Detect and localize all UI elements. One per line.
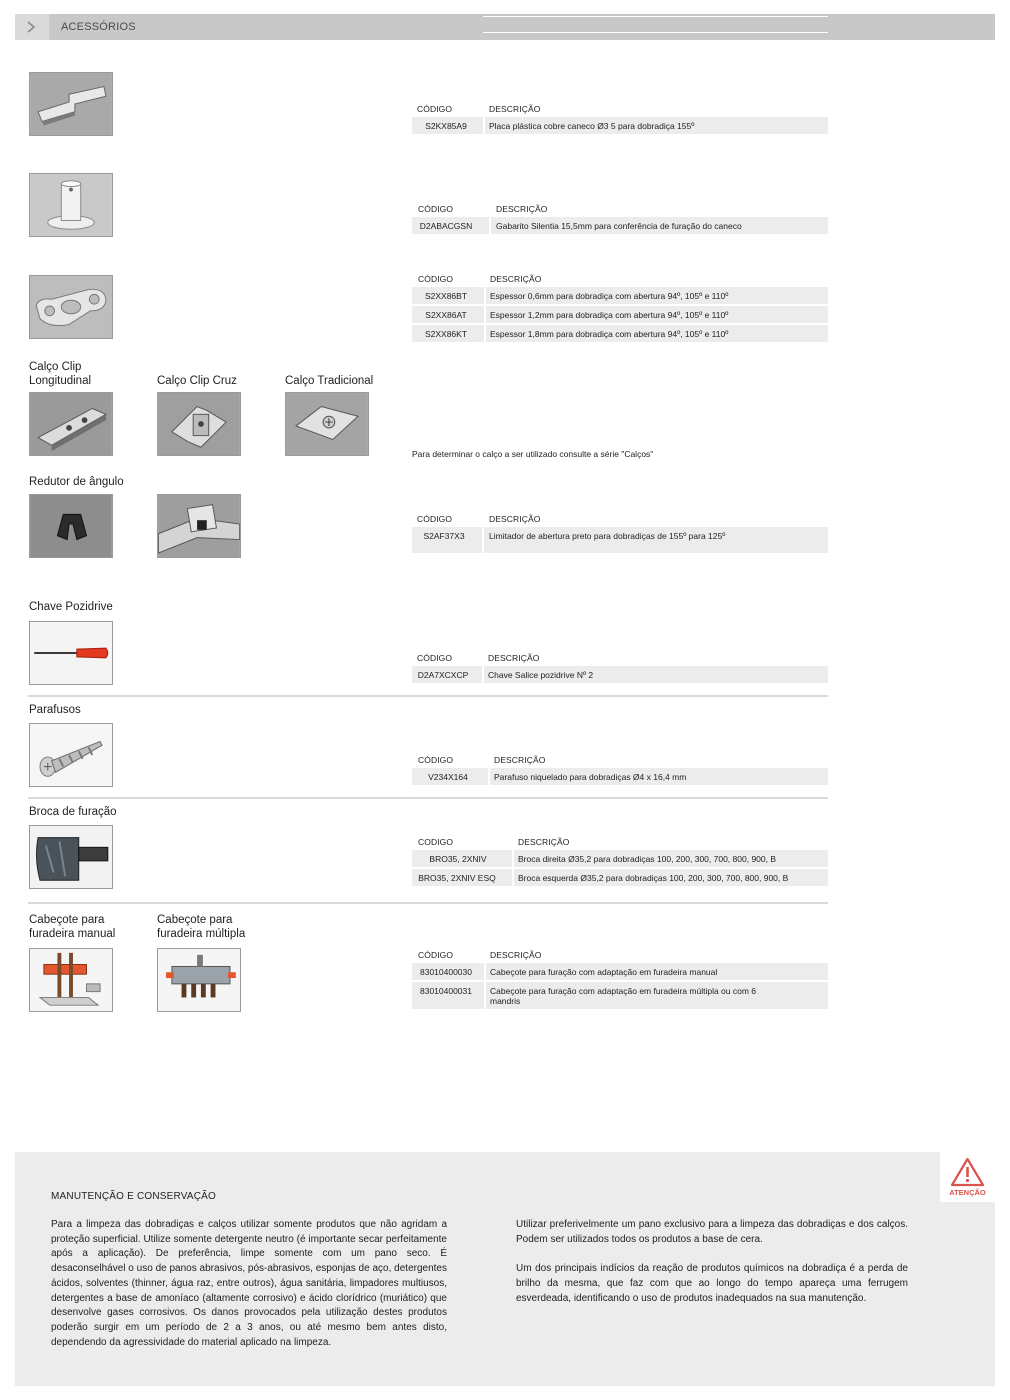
- parafuso-table: [412, 753, 828, 786]
- calco-clip-cruz-label: Calço Clip Cruz: [157, 375, 237, 387]
- row-code: BRO35, 2XNIV: [429, 854, 487, 864]
- chave-label: Chave Pozidrive: [29, 601, 113, 613]
- limitador-table: [412, 512, 828, 554]
- calco-clip-longitudinal-label: Calço Clip Longitudinal: [29, 361, 92, 387]
- cabecote-table: [412, 948, 828, 1010]
- row-desc: Espessor 1,2mm para dobradiça com abertura 94º, 105º e 110º: [490, 310, 729, 320]
- chevron-right-icon: [15, 14, 49, 40]
- warning-badge: [940, 1152, 995, 1202]
- section-divider: [28, 902, 828, 904]
- calco-tradicional-image: [285, 392, 369, 456]
- parafuso-image: [29, 723, 113, 787]
- row-code: S2XX86KT: [424, 329, 468, 339]
- desc-header: DESCRIÇÃO: [490, 950, 542, 960]
- row-code: V234X164: [428, 772, 468, 782]
- broca-image: [29, 825, 113, 889]
- row-desc: Cabeçote para furação com adaptação em furadeira manual: [490, 967, 718, 977]
- cabecote-multipla-label: Cabeçote para furadeira múltipla: [157, 914, 246, 940]
- section-title: ACESSÓRIOS: [61, 21, 136, 33]
- maintenance-paragraph: Um dos principais indícios da reação de produtos químicos na dobradiça é a perda de brilho da mesma, que faz com que ao longo do tempo apareça uma ferrugem esverdeada, identificando o uso de produtos inadequados na sua manutenção.: [516, 1263, 908, 1304]
- table-row: [412, 768, 828, 786]
- desc-header: DESCRIÇÃO: [489, 104, 541, 114]
- row-desc: Espessor 0,6mm para dobradiça com abertura 94º, 105º e 110º: [490, 291, 729, 301]
- placa-plastica-image: [29, 72, 113, 136]
- row-desc: Parafuso niquelado para dobradiças Ø4 x 16,4 mm: [494, 772, 687, 782]
- row-desc: Gabarito Silentia 15,5mm para conferência de furação do caneco: [496, 221, 742, 231]
- table-row: [412, 527, 828, 554]
- column-separator: [484, 287, 486, 304]
- table-row: [412, 287, 828, 305]
- maintenance-text-col1: Para a limpeza das dobradiças e calços utilizar somente produtos que não agridam a proteção superficial. Utilize somente detergente neutro (é importante secar perfeitamente após a aplicação). De preferência, limpe somente com um pano seco. É desaconselhável o uso de panos abrasivos, pós-abrasivos, esponjas de aço, detergentes ácidos, solventes (thinner, água raz, entre outros), água sanitária, limpadores multiusos, detergentes a base de amoníaco (altamente corrosivo) e ácido clorídrico (muriático) que desenvolve gases corrosivos. Os danos provocados pela utilização destes produtos poderão surgir em um período de 2 a 3 anos, ou até mesmo bem antes disto, dependendo da agressividade do material aplicado na limpeza.: [51, 1219, 447, 1348]
- row-code: S2XX86AT: [425, 310, 467, 320]
- code-header: CÓDIGO: [418, 950, 454, 960]
- table-row: [412, 306, 828, 324]
- redutor-image-1: [29, 494, 113, 558]
- code-header: CÓDIGO: [418, 274, 454, 284]
- desc-header: DESCRIÇÃO: [489, 514, 541, 524]
- broca-table: [412, 835, 828, 887]
- chave-image: [29, 621, 113, 685]
- row-code: BRO35, 2XNIV ESQ: [418, 873, 496, 883]
- parafusos-label: Parafusos: [29, 704, 81, 716]
- row-code: 83010400030: [419, 967, 472, 977]
- column-separator: [512, 850, 514, 867]
- calco-clip-cruz-image: [157, 392, 241, 456]
- row-code: S2KX85A9: [425, 121, 467, 131]
- row-desc: Broca direita Ø35,2 para dobradiças 100, 200, 300, 700, 800, 900, B: [518, 854, 777, 864]
- row-desc: Broca esquerda Ø35,2 para dobradiças 100, 200, 300, 700, 800, 900, B: [518, 873, 789, 883]
- table-row: [412, 982, 828, 1010]
- table-row: [412, 666, 828, 684]
- broca-label: Broca de furação: [29, 806, 117, 818]
- calcos-note: Para determinar o calço a ser utilizado consulte a série "Calços": [412, 449, 654, 459]
- desc-header: DESCRIÇÃO: [490, 274, 542, 284]
- espessor-image: [29, 275, 113, 339]
- chave-table: [412, 651, 828, 684]
- code-header: CODIGO: [418, 837, 454, 847]
- desc-header: DESCRIÇÃO: [518, 837, 570, 847]
- row-desc: Limitador de abertura preto para dobradiças de 155º para 125º: [489, 531, 726, 541]
- code-header: CÓDIGO: [417, 514, 453, 524]
- code-header: CÓDIGO: [417, 653, 453, 663]
- row-desc: Espessor 1,8mm para dobradiça com abertura 94º, 105º e 110º: [490, 329, 729, 339]
- column-separator: [482, 666, 484, 683]
- maintenance-text-col2: [516, 1218, 908, 1306]
- column-separator: [484, 325, 486, 342]
- table-row: [412, 117, 828, 135]
- gabarito-table: [412, 202, 828, 235]
- redutor-image-2: [157, 494, 241, 558]
- row-desc: Cabeçote para furação com adaptação em furadeira múltipla ou com 6 mandris: [490, 986, 757, 1006]
- desc-header: DESCRIÇÃO: [494, 755, 546, 765]
- row-desc: Placa plástica cobre caneco Ø3 5 para dobradiça 155º: [489, 121, 695, 131]
- table-row: [412, 869, 828, 887]
- column-separator: [482, 527, 484, 553]
- gabarito-image: [29, 173, 113, 237]
- warning-label: ATENÇÃO: [949, 1188, 986, 1197]
- table-row: [412, 850, 828, 868]
- column-separator: [484, 963, 486, 980]
- row-code: S2XX86BT: [424, 291, 468, 301]
- section-divider: [28, 797, 828, 799]
- code-header: CÓDIGO: [418, 755, 454, 765]
- maintenance-title: MANUTENÇÃO E CONSERVAÇÃO: [51, 1191, 217, 1202]
- column-separator: [512, 869, 514, 886]
- maintenance-panel: [15, 1152, 995, 1386]
- warning-icon: [950, 1157, 985, 1187]
- cabecote-manual-image: [29, 948, 113, 1012]
- row-code: S2AF37X3: [423, 531, 465, 541]
- cabecote-manual-label: Cabeçote para furadeira manual: [29, 914, 116, 940]
- row-desc: Chave Salice pozidrive Nº 2: [488, 670, 594, 680]
- table-row: [412, 217, 828, 235]
- header-rule: [483, 32, 828, 33]
- row-code: 83010400031: [419, 986, 472, 996]
- calco-clip-longitudinal-image: [29, 392, 113, 456]
- row-code: D2ABACGSN: [419, 221, 473, 231]
- section-divider: [28, 695, 828, 697]
- table-row: [412, 325, 828, 343]
- espessor-table: [412, 272, 828, 343]
- code-header: CÓDIGO: [418, 204, 454, 214]
- placa-table: [412, 102, 828, 135]
- row-code: D2A7XCXCP: [417, 670, 469, 680]
- desc-header: DESCRIÇÃO: [488, 653, 540, 663]
- column-separator: [489, 217, 491, 234]
- column-separator: [488, 768, 490, 785]
- column-separator: [483, 117, 485, 134]
- table-row: [412, 963, 828, 981]
- desc-header: DESCRIÇÃO: [496, 204, 548, 214]
- code-header: CÓDIGO: [417, 104, 453, 114]
- calco-tradicional-label: Calço Tradicional: [285, 375, 374, 387]
- redutor-label: Redutor de ângulo: [29, 476, 124, 488]
- column-separator: [484, 306, 486, 323]
- column-separator: [484, 982, 486, 1009]
- maintenance-paragraph: Utilizar preferivelmente um pano exclusivo para a limpeza das dobradiças e dos calços. Podem ser utilizados todos os produtos a base de cera.: [516, 1219, 908, 1245]
- cabecote-multipla-image: [157, 948, 241, 1012]
- header-rule: [483, 16, 828, 17]
- section-header: [15, 14, 995, 40]
